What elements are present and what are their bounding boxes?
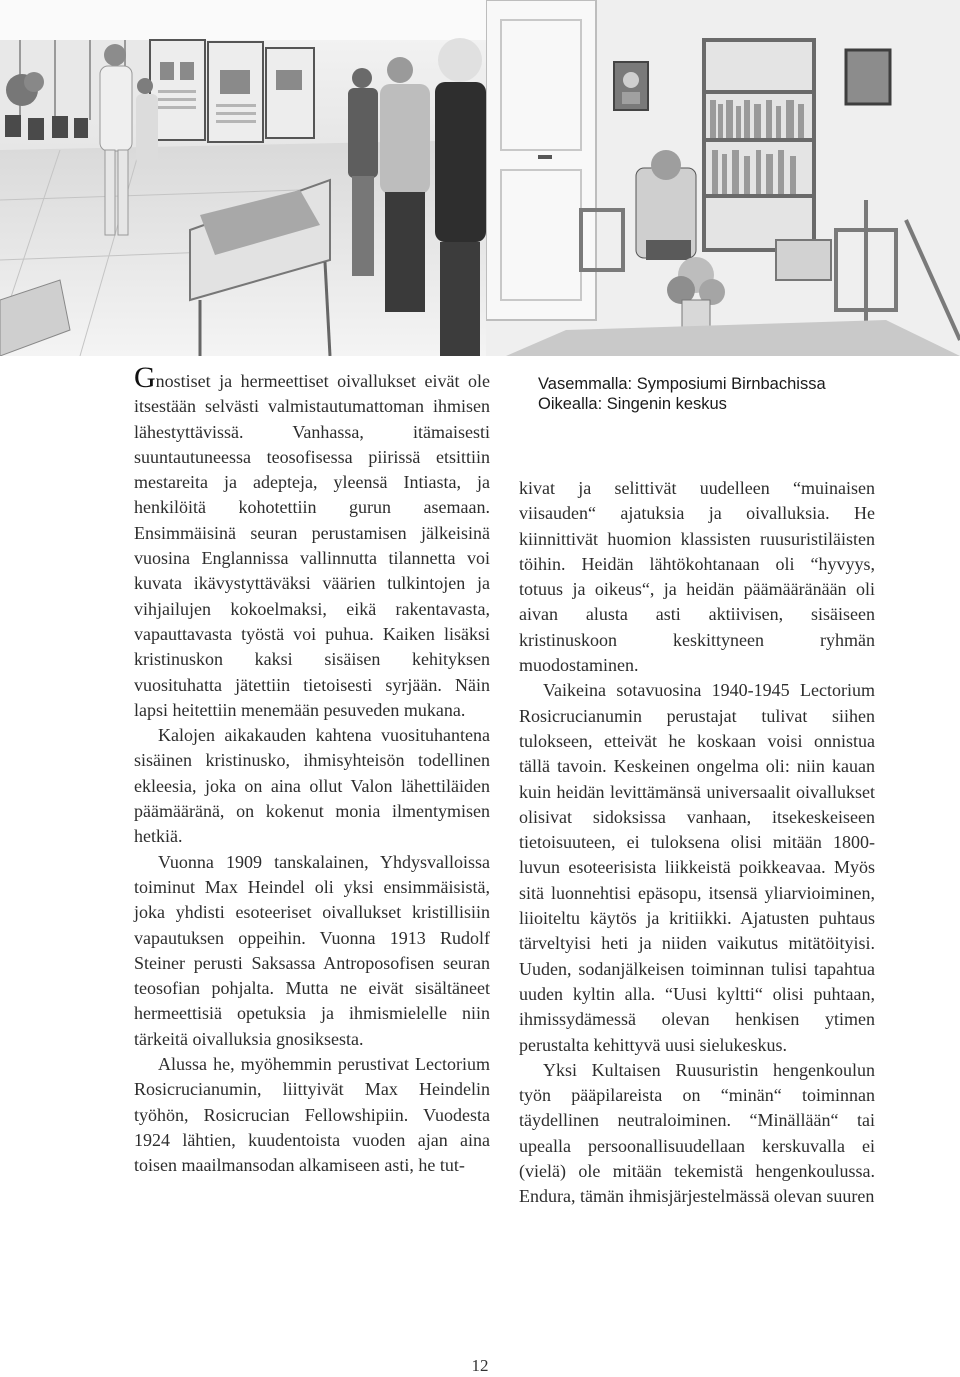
paragraph — [134, 361, 490, 723]
paragraph: Vaikeina sotavuosina 1940-1945 Lectorium Rosicrucianumin perustajat tulivat siihen tulokseen, etteivät he koskaan voisi onnistua tällä tavoin. Keskeinen ongelma oli: niin kauan kuin heidän levittämänsä universaalit oivallukset olisivat sidoksissa vanhaan, itsekeskeiseen tietoisuuteen, ei tuloksena olisi mitään 1800-luvun esoteerisista liikkeistä poikkeavaa. Myös sitä luonnehtisi epäsopu, itsensä yliarvioiminen, liioiteltu käytös ja kritiikki. Ajatusten puhtaus tärveltyisi heti ja niiden vaikutus mitätöityisi. Uuden, sodanjälkeisen toiminnan tulisi tapahtua uuden kyltin alla. “Uusi kyltti“ olisi puhtaan, ihmissydämessä olevan henkisen ytimen perustalta kehittyvä uusi sielukeskus. — [519, 680, 875, 1055]
left-column — [134, 361, 490, 1179]
caption-left: Vasemmalla: Symposiumi Birnbachissa — [538, 375, 826, 393]
paragraph: Kalojen aikakauden kahtena vuosituhantena sisäinen kristinusko, ihmisyhteisön todellinen ekleesia, joka on aina ollut Valon lähettiläiden päämääränä, on kokenut monia ilmentymisen hetkiä. — [134, 725, 490, 847]
right-column — [519, 476, 875, 1210]
photo-singen-centre — [486, 0, 960, 356]
drop-cap: G — [134, 361, 156, 394]
caption-right: Oikealla: Singenin keskus — [538, 395, 727, 413]
paragraph: Vuonna 1909 tanskalainen, Yhdysvalloissa toiminut Max Heindel oli yksi ensimmäisistä, joka yhdisti esoteeriset oivallukset kristillisiin vapautuksen oppeihin. Vuonna 1913 Rudolf Steiner perusti Saksassa Antroposofisen seuran teosofian pohjalta. Mutta ne eivät sisältäneet hermeettisiä opetuksia ja ihmismielelle niin tärkeitä oivalluksia gnosiksesta. — [134, 851, 490, 1049]
paragraph: Yksi Kultaisen Ruusuristin hengenkoulun työn pääpilareista on “minän“ toiminnan täydellinen neutraloiminen. “Minällään“ tai upealla persoonallisuudellaan kerskuvalla ei (vielä) ole mitään tekemistä hengenkoulussa. Endura, tämän ihmisjärjestelmässä olevan suuren — [519, 1059, 875, 1207]
paragraph-text: nostiset ja hermeettiset oivallukset eivät ole itsestään selvästi valmistautumattoman ihmisen lähestyttävissä. Vanhassa, itämaisesti suuntautuneessa teosofisessa piirissä etsittiin mestareita ja adepteja, yleensä Intiasta, ja henkilöitä kohotettiin gurun asemaan. Ensimmäisinä seuran perustamisen jälkeisinä vuosina Englannissa vallinnutta tilannetta voi kuvata ikävystyttäväksi väärien tulkintojen ja vihjailujen kokoelmaksi, eikä rakentavasta, vapauttavasta työstä voi puhua. Kaiken lisäksi kristinuskon kaksi sisäisen kehityksen vuosituhatta jätettiin tietoisesti syrjään. Näin lapsi heitettiin menemään pesuveden mukana. — [134, 371, 490, 720]
paragraph: kivat ja selittivät uudelleen “muinaisen viisauden“ ajatuksia ja oivalluksia. He kiinnittivät huomion klassisten ruusuristiläisten töihin. Heidän lähtökohtanaan oli “hyvyys, totuus ja oikeus“, ja heidän päämääränään oli aivan alusta asti aktiivisen, sisäiseen kristinuskoon keskittyneen ryhmän muodostaminen. — [519, 478, 875, 676]
photo-caption — [538, 374, 938, 414]
photo-symposium-exhibition — [0, 0, 486, 356]
paragraph: Alussa he, myöhemmin perustivat Lectorium Rosicrucianumin, liittyivät Max Heindelin työhön, Rosicrucian Fellowshipiin. Vuodesta 1924 lähtien, kuudentoista vuoden ajan aina toisen maailmansodan alkamiseen asti, he tut- — [134, 1054, 490, 1176]
page-number: 12 — [471, 1356, 489, 1375]
